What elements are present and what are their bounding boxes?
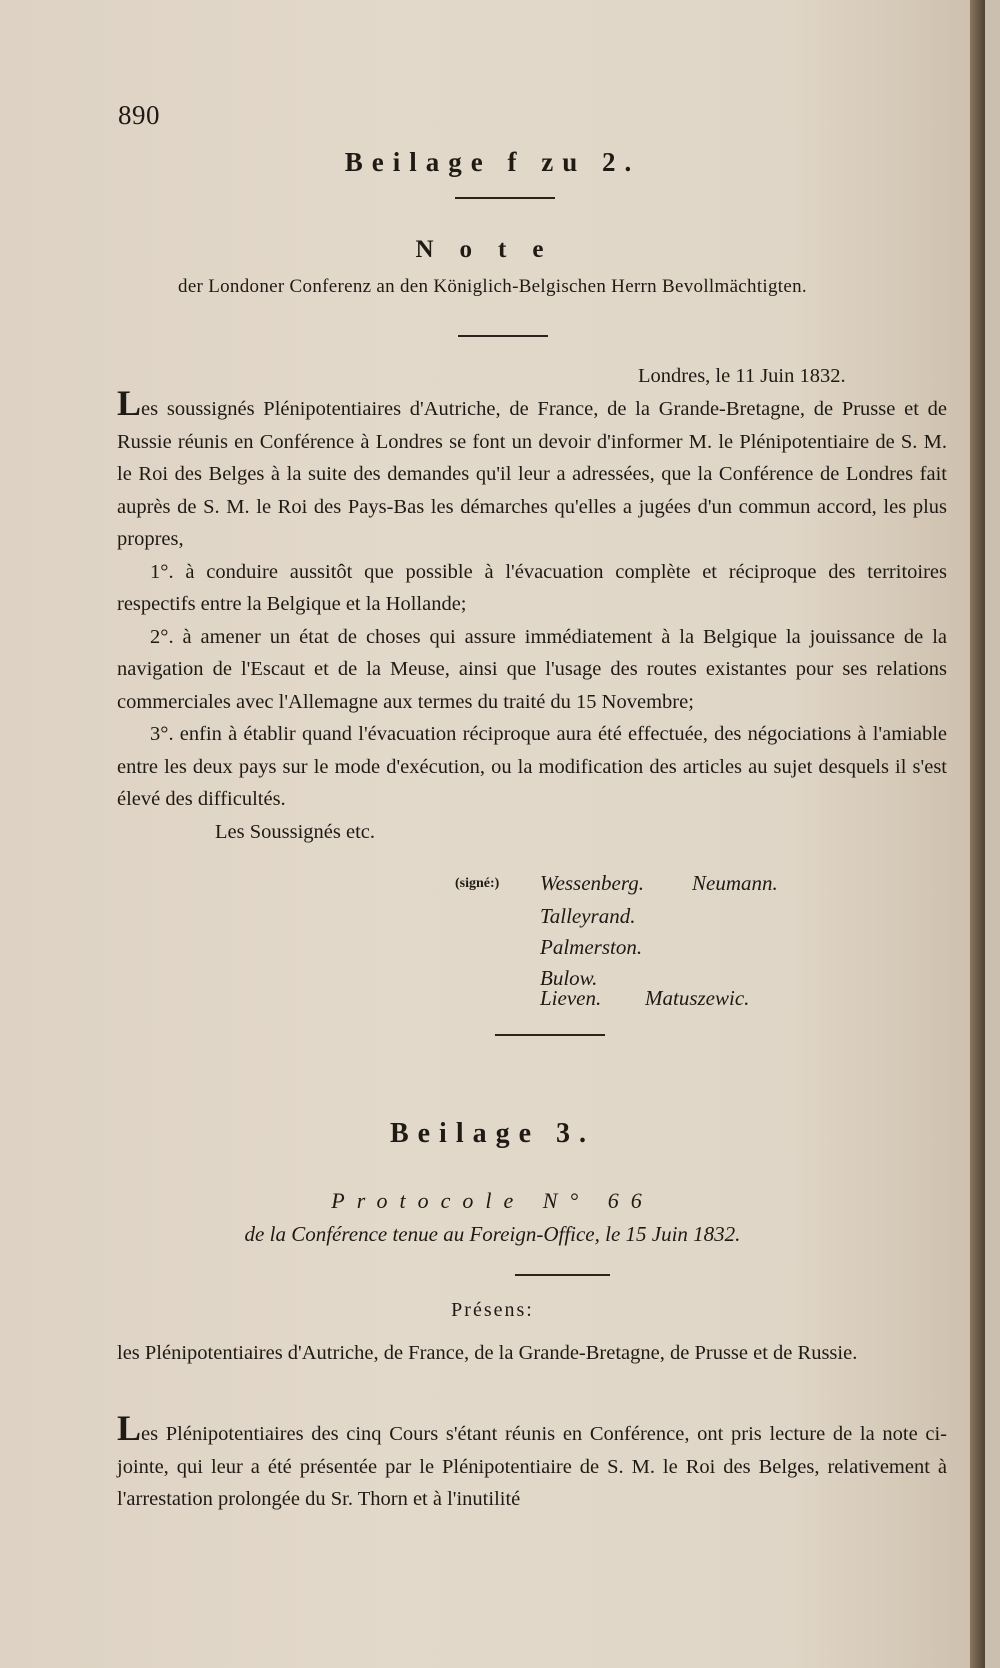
presens-label: Présens: [451,1299,534,1321]
letter-body [117,383,947,848]
letter-date: Londres, le 11 Juin 1832. [638,365,846,387]
letter-paragraph-2: 1°. à conduire aussitôt que possible à l'évacuation complète et réciproque des territoires respectifs entre la Belgique et la Hollande; [117,560,947,615]
protocol-title: Protocole N° 66 [331,1188,654,1213]
signature: Matuszewic. [645,986,750,1010]
signature: Palmerston. [540,935,643,959]
protocol-paragraph [117,1408,947,1516]
signature: Bulow. [540,966,598,990]
letter-paragraph-1 [117,383,947,556]
presens-text [117,1337,947,1370]
signed-label: (signé:) [455,876,500,891]
signature: Talleyrand. [540,904,636,928]
beilage-heading: Beilage 3. [389,1118,596,1149]
divider-rule [495,1034,605,1036]
drop-cap: L [117,383,142,423]
letter-closing: Les Soussignés etc. [215,820,375,843]
signature: Lieven. [540,986,602,1010]
drop-cap: L [117,1408,142,1448]
beilage-heading: Beilage f zu 2. [344,147,641,177]
protocol-subtitle: de la Conférence tenue au Foreign-Office, le 15 Juin 1832. [244,1222,741,1246]
signature: Neumann. [692,871,778,895]
divider-rule [455,197,555,199]
letter-paragraph-3: 2°. à amener un état de choses qui assure immédiatement à la Belgique la jouissance de la navigation de l'Escaut et de la Meuse, ainsi que l'usage des routes existantes pour ses relations commerciales avec l'Allemagne aux termes du traité du 15 Novembre; [117,625,947,713]
paragraph-text: es Plénipotentiaires des cinq Cours s'étant réunis en Conférence, ont pris lecture de la note ci-jointe, qui leur a été présentée par le Plénipotentiaire de S. M. le Roi des Belges, relativement à l'arrestation prolongée du Sr. Thorn et à l'inutilité [117,1423,947,1510]
paragraph-text: es soussignés Plénipotentiaires d'Autriche, de France, de la Grande-Bretagne, de Prusse et de Russie réunis en Conférence à Londres se font un devoir d'informer M. le Plénipotentiaire de S. M. le Roi des Belges à la suite des demandes qu'il leur a adressées, que la Conférence de Londres fait auprès de S. M. le Roi des Pays-Bas les démarches qu'elles a jugées d'un commun accord, les plus propres, [117,398,947,550]
page-number: 890 [118,100,160,130]
presens-paragraph: les Plénipotentiaires d'Autriche, de France, de la Grande-Bretagne, de Prusse et de Russie. [117,1342,858,1364]
note-subtitle: der Londoner Conferenz an den Königlich-Belgischen Herrn Bevollmächtigten. [178,276,807,297]
protocol-body [117,1408,947,1516]
divider-rule [515,1274,610,1276]
note-title: Note [415,236,570,263]
divider-rule [458,335,548,337]
signature: Wessenberg. [540,871,645,895]
letter-paragraph-4: 3°. enfin à établir quand l'évacuation réciproque aura été effectuée, des négociations à l'amiable entre les deux pays sur le mode d'exécution, ou la modification des articles au sujet desquels il s'est élevé des difficultés. [117,723,947,810]
